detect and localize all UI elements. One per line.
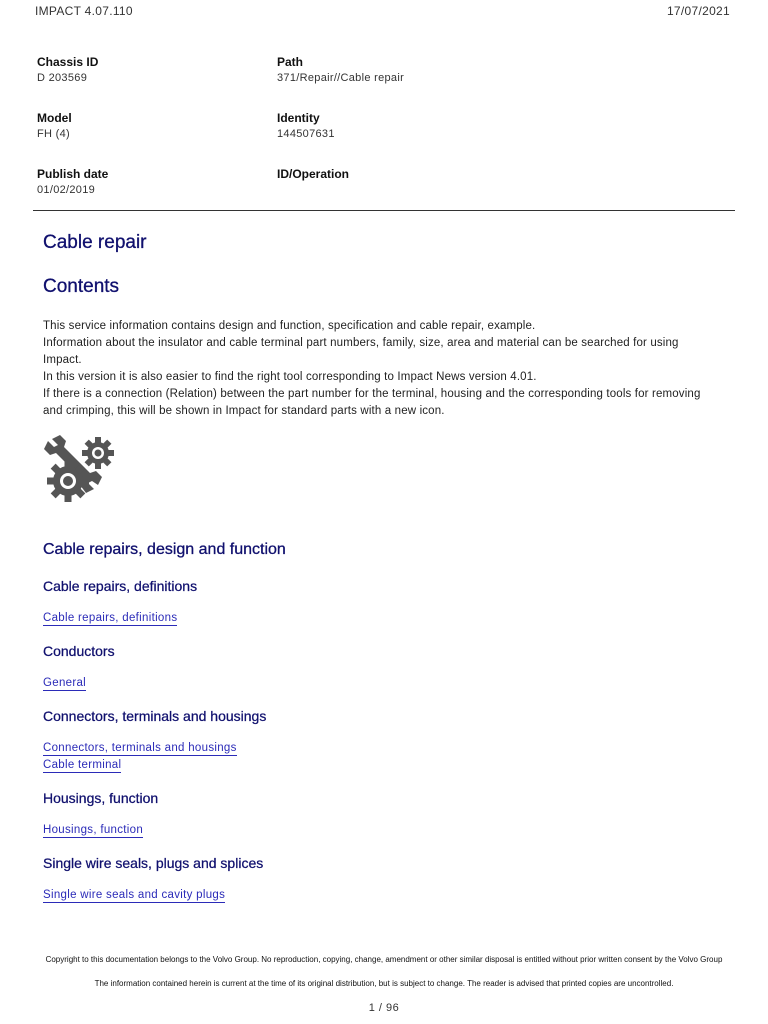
subsection-heading: Conductors [43, 643, 115, 659]
path-label: Path [277, 55, 304, 69]
link-connectors-terminals-housings[interactable]: Connectors, terminals and housings [43, 742, 237, 754]
chassis-id-value: D 203569 [37, 72, 88, 84]
tools-gears-icon [44, 433, 120, 505]
document-metadata [37, 54, 737, 222]
section-heading: Cable repairs, design and function [43, 541, 286, 558]
page-title: Cable repair [43, 232, 147, 253]
operation-label: ID/Operation [277, 167, 350, 181]
app-version: IMPACT 4.07.110 [35, 4, 133, 18]
link-housings-function[interactable]: Housings, function [43, 824, 144, 836]
intro-text [43, 318, 715, 420]
header-divider [33, 210, 735, 211]
link-general[interactable]: General [43, 677, 87, 689]
link-cable-repairs-definitions[interactable]: Cable repairs, definitions [43, 612, 178, 624]
contents-heading: Contents [43, 276, 120, 297]
print-date: 17/07/2021 [666, 4, 730, 18]
subsection-heading: Connectors, terminals and housings [43, 708, 267, 724]
identity-label: Identity [277, 111, 320, 125]
intro-line: In this version it is also easier to find the right tool corresponding to Impact News version 4.01. [43, 371, 537, 383]
model-value: FH (4) [37, 128, 70, 140]
path-value: 371/Repair//Cable repair [277, 72, 405, 84]
intro-line: If there is a connection (Relation) between the part number for the terminal, housing and the corresponding tools for removing and crimping, this will be shown in Impact for standard parts with a new icon. [43, 388, 701, 417]
link-cable-terminal[interactable]: Cable terminal [43, 759, 122, 771]
copyright-notice: Copyright to this documentation belongs to the Volvo Group. No reproduction, copying, change, amendment or other similar disposal is entitled without prior written consent by the Volvo Group [45, 955, 723, 964]
link-single-wire-seals[interactable]: Single wire seals and cavity plugs [43, 889, 226, 901]
distribution-notice: The information contained herein is current at the time of its original distribution, but is subject to change. The reader is advised that printed copies are uncontrolled. [94, 979, 674, 988]
subsection-heading: Cable repairs, definitions [43, 578, 198, 594]
publish-date-label: Publish date [37, 167, 109, 181]
intro-line: Information about the insulator and cable terminal part numbers, family, size, area and material can be searched for using Impact. [43, 337, 679, 366]
chassis-id-label: Chassis ID [37, 55, 99, 69]
model-label: Model [37, 111, 72, 125]
publish-date-value: 01/02/2019 [37, 184, 96, 196]
subsection-heading: Single wire seals, plugs and splices [43, 855, 264, 871]
intro-line: This service information contains design and function, specification and cable repair, example. [43, 320, 536, 332]
subsection-heading: Housings, function [43, 790, 159, 806]
identity-value: 144507631 [277, 128, 335, 140]
page-number: 1 / 96 [368, 1002, 400, 1014]
